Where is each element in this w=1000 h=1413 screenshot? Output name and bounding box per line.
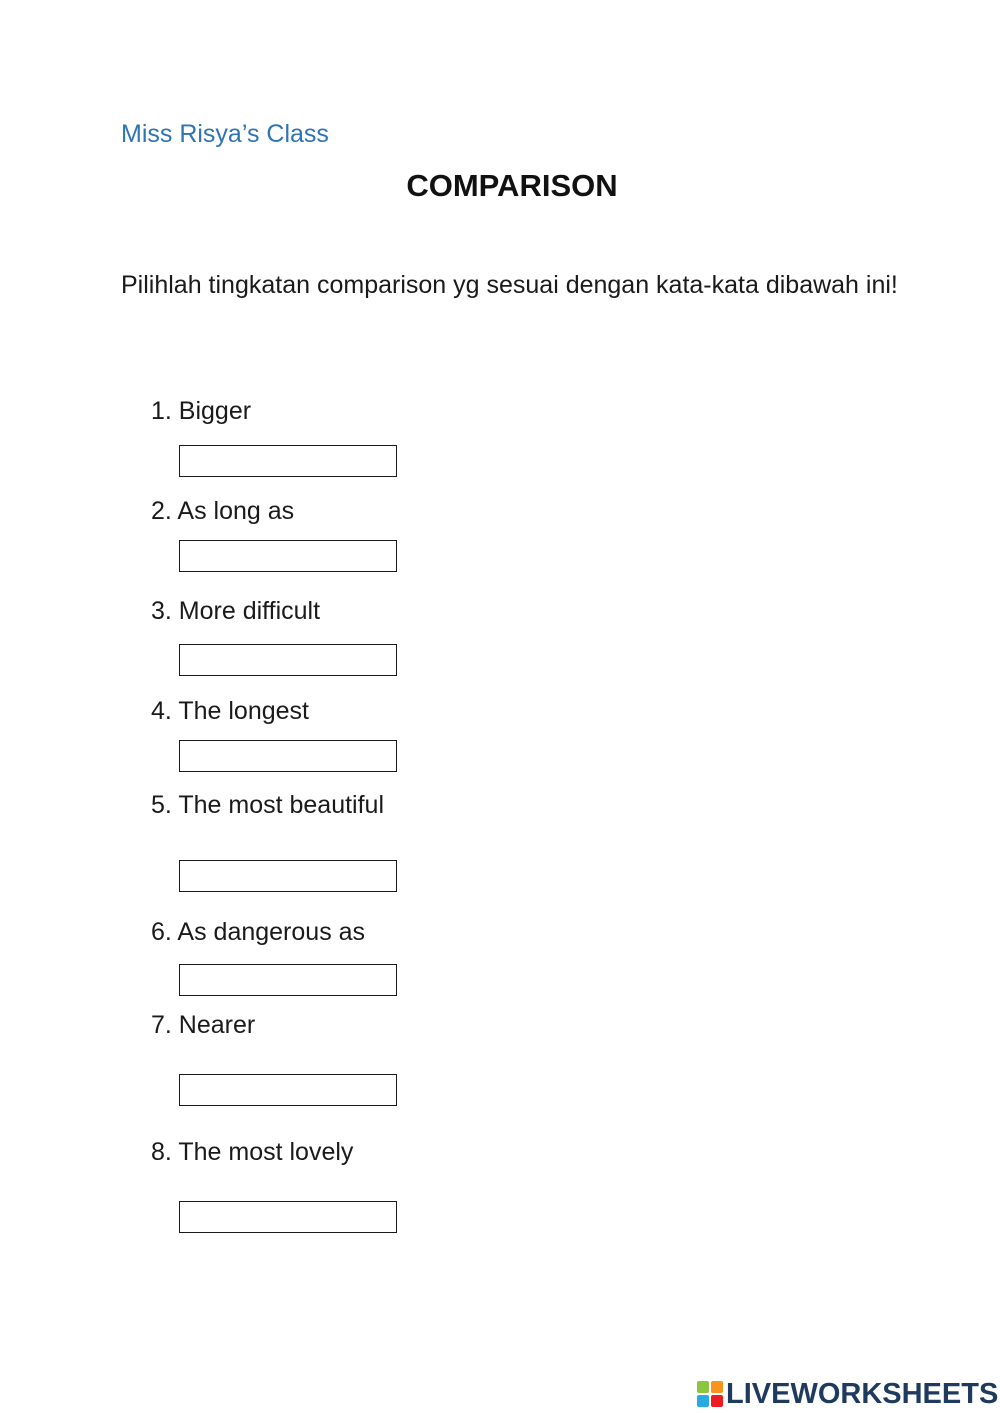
answer-box[interactable] — [179, 644, 397, 676]
logo-square-blue — [697, 1395, 709, 1407]
question-label: 8. The most lovely — [151, 1138, 354, 1166]
class-name: Miss Risya’s Class — [121, 120, 329, 148]
answer-box[interactable] — [179, 540, 397, 572]
liveworksheets-logo — [697, 1377, 998, 1411]
question-label: 1. Bigger — [151, 397, 252, 425]
answer-box[interactable] — [179, 860, 397, 892]
question-label: 6. As dangerous as — [151, 918, 366, 946]
page-title: COMPARISON — [406, 168, 618, 203]
logo-square-red — [711, 1395, 723, 1407]
question-label: 7. Nearer — [151, 1011, 256, 1039]
logo-square-orange — [711, 1381, 723, 1393]
answer-box[interactable] — [179, 445, 397, 477]
liveworksheets-logo-icon — [697, 1381, 723, 1407]
logo-text: LIVEWORKSHEETS — [726, 1377, 999, 1410]
logo-square-green — [697, 1381, 709, 1393]
answer-box[interactable] — [179, 964, 397, 996]
instruction-text: Pilihlah tingkatan comparison yg sesuai dengan kata-kata dibawah ini! — [121, 271, 898, 299]
question-label: 4. The longest — [151, 697, 309, 725]
question-label: 3. More difficult — [151, 597, 321, 625]
question-label: 5. The most beautiful — [151, 791, 385, 819]
answer-box[interactable] — [179, 1074, 397, 1106]
question-label: 2. As long as — [151, 497, 295, 525]
answer-box[interactable] — [179, 740, 397, 772]
answer-box[interactable] — [179, 1201, 397, 1233]
